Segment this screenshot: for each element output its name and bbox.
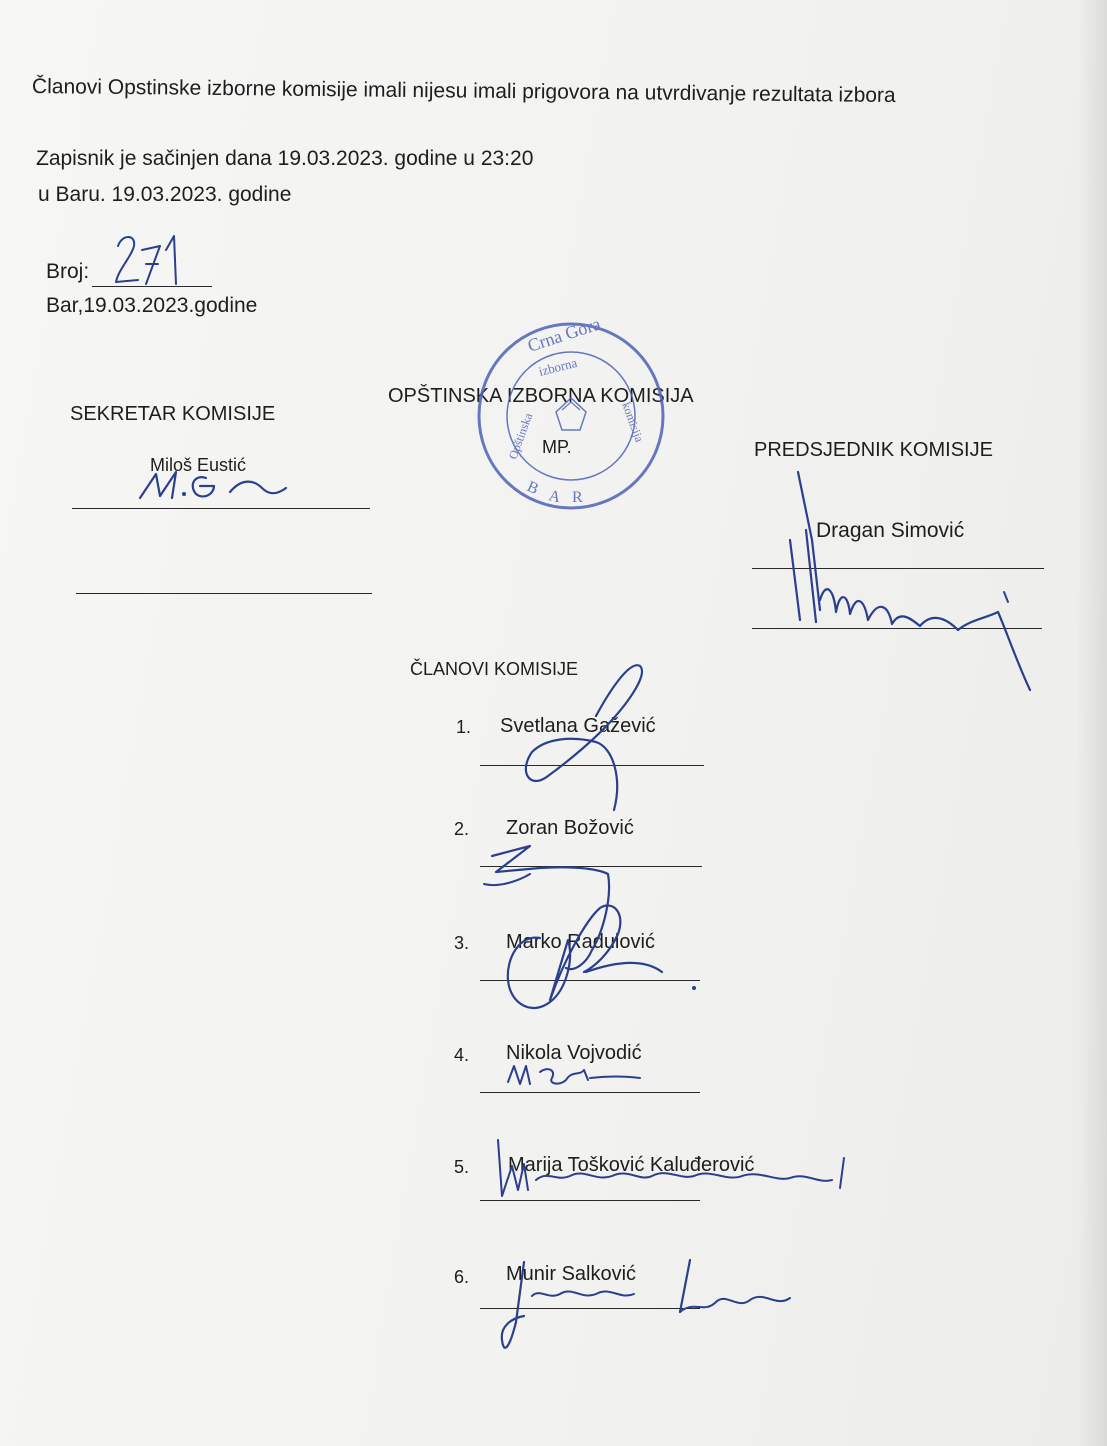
svg-text:Crna Gora: Crna Gora — [525, 313, 604, 356]
member-number: 1. — [456, 717, 472, 737]
member-signature-line — [480, 1092, 700, 1093]
secretary-signature-line — [72, 508, 370, 509]
svg-text:izborna: izborna — [537, 354, 579, 379]
svg-text:Opštinska: Opštinska — [505, 411, 536, 462]
president-signature-line — [752, 568, 1044, 569]
record-line-1: Zapisnik je sačinjen dana 19.03.2023. godine u 23:20 — [36, 147, 534, 170]
official-stamp — [479, 313, 663, 508]
member-signature-line — [480, 1308, 700, 1309]
member-signature-line — [480, 765, 704, 766]
member-name: Svetlana Gažević — [500, 715, 656, 737]
member-number: 6. — [454, 1267, 470, 1287]
secretary-signature — [140, 472, 286, 498]
bar-date: Bar,19.03.2023.godine — [46, 294, 258, 317]
member-signature-line — [480, 1200, 700, 1201]
member-3-signature — [508, 906, 696, 1008]
member-name: Nikola Vojvodić — [506, 1042, 642, 1064]
member-signature-line — [480, 866, 702, 867]
svg-text:B: B — [524, 478, 542, 498]
member-name: Marko Radulović — [506, 931, 655, 953]
member-name: Marija Tošković Kaluđerović — [508, 1154, 755, 1176]
svg-text:komisija: komisija — [619, 400, 647, 444]
page-edge-shadow — [1077, 0, 1107, 1446]
member-name: Munir Salković — [506, 1263, 637, 1285]
member-number: 5. — [454, 1157, 470, 1177]
secretary-title: SEKRETAR KOMISIJE — [70, 403, 276, 425]
broj-underline — [92, 286, 212, 287]
member-1-signature — [526, 665, 642, 810]
broj-handwritten-number — [116, 236, 176, 284]
member-name: Zoran Božović — [506, 817, 634, 839]
president-second-line — [752, 628, 1042, 629]
commission-title: OPŠTINSKA IZBORNA KOMISIJA — [388, 385, 694, 407]
mp-label: MP. — [542, 437, 572, 457]
member-number: 3. — [454, 933, 470, 953]
member-4-signature — [508, 1066, 640, 1084]
secretary-second-line — [76, 593, 372, 594]
president-signature — [790, 472, 1030, 690]
member-signature-line — [480, 980, 700, 981]
member-number: 4. — [454, 1045, 470, 1065]
broj-label: Broj: — [46, 260, 90, 283]
member-number: 2. — [454, 819, 470, 839]
svg-text:R: R — [572, 489, 583, 506]
members-title: ČLANOVI KOMISIJE — [410, 659, 579, 679]
president-name: Dragan Simović — [816, 519, 965, 542]
intro-text: Članovi Opstinske izborne komisije imali nijesu imali prigovora na utvrdivanje rezultata izbora — [31, 75, 896, 108]
secretary-name: Miloš Eustić — [150, 455, 247, 475]
svg-text:A: A — [547, 487, 563, 507]
president-title: PREDSJEDNIK KOMISIJE — [754, 439, 993, 461]
record-line-2: u Baru. 19.03.2023. godine — [38, 183, 292, 206]
